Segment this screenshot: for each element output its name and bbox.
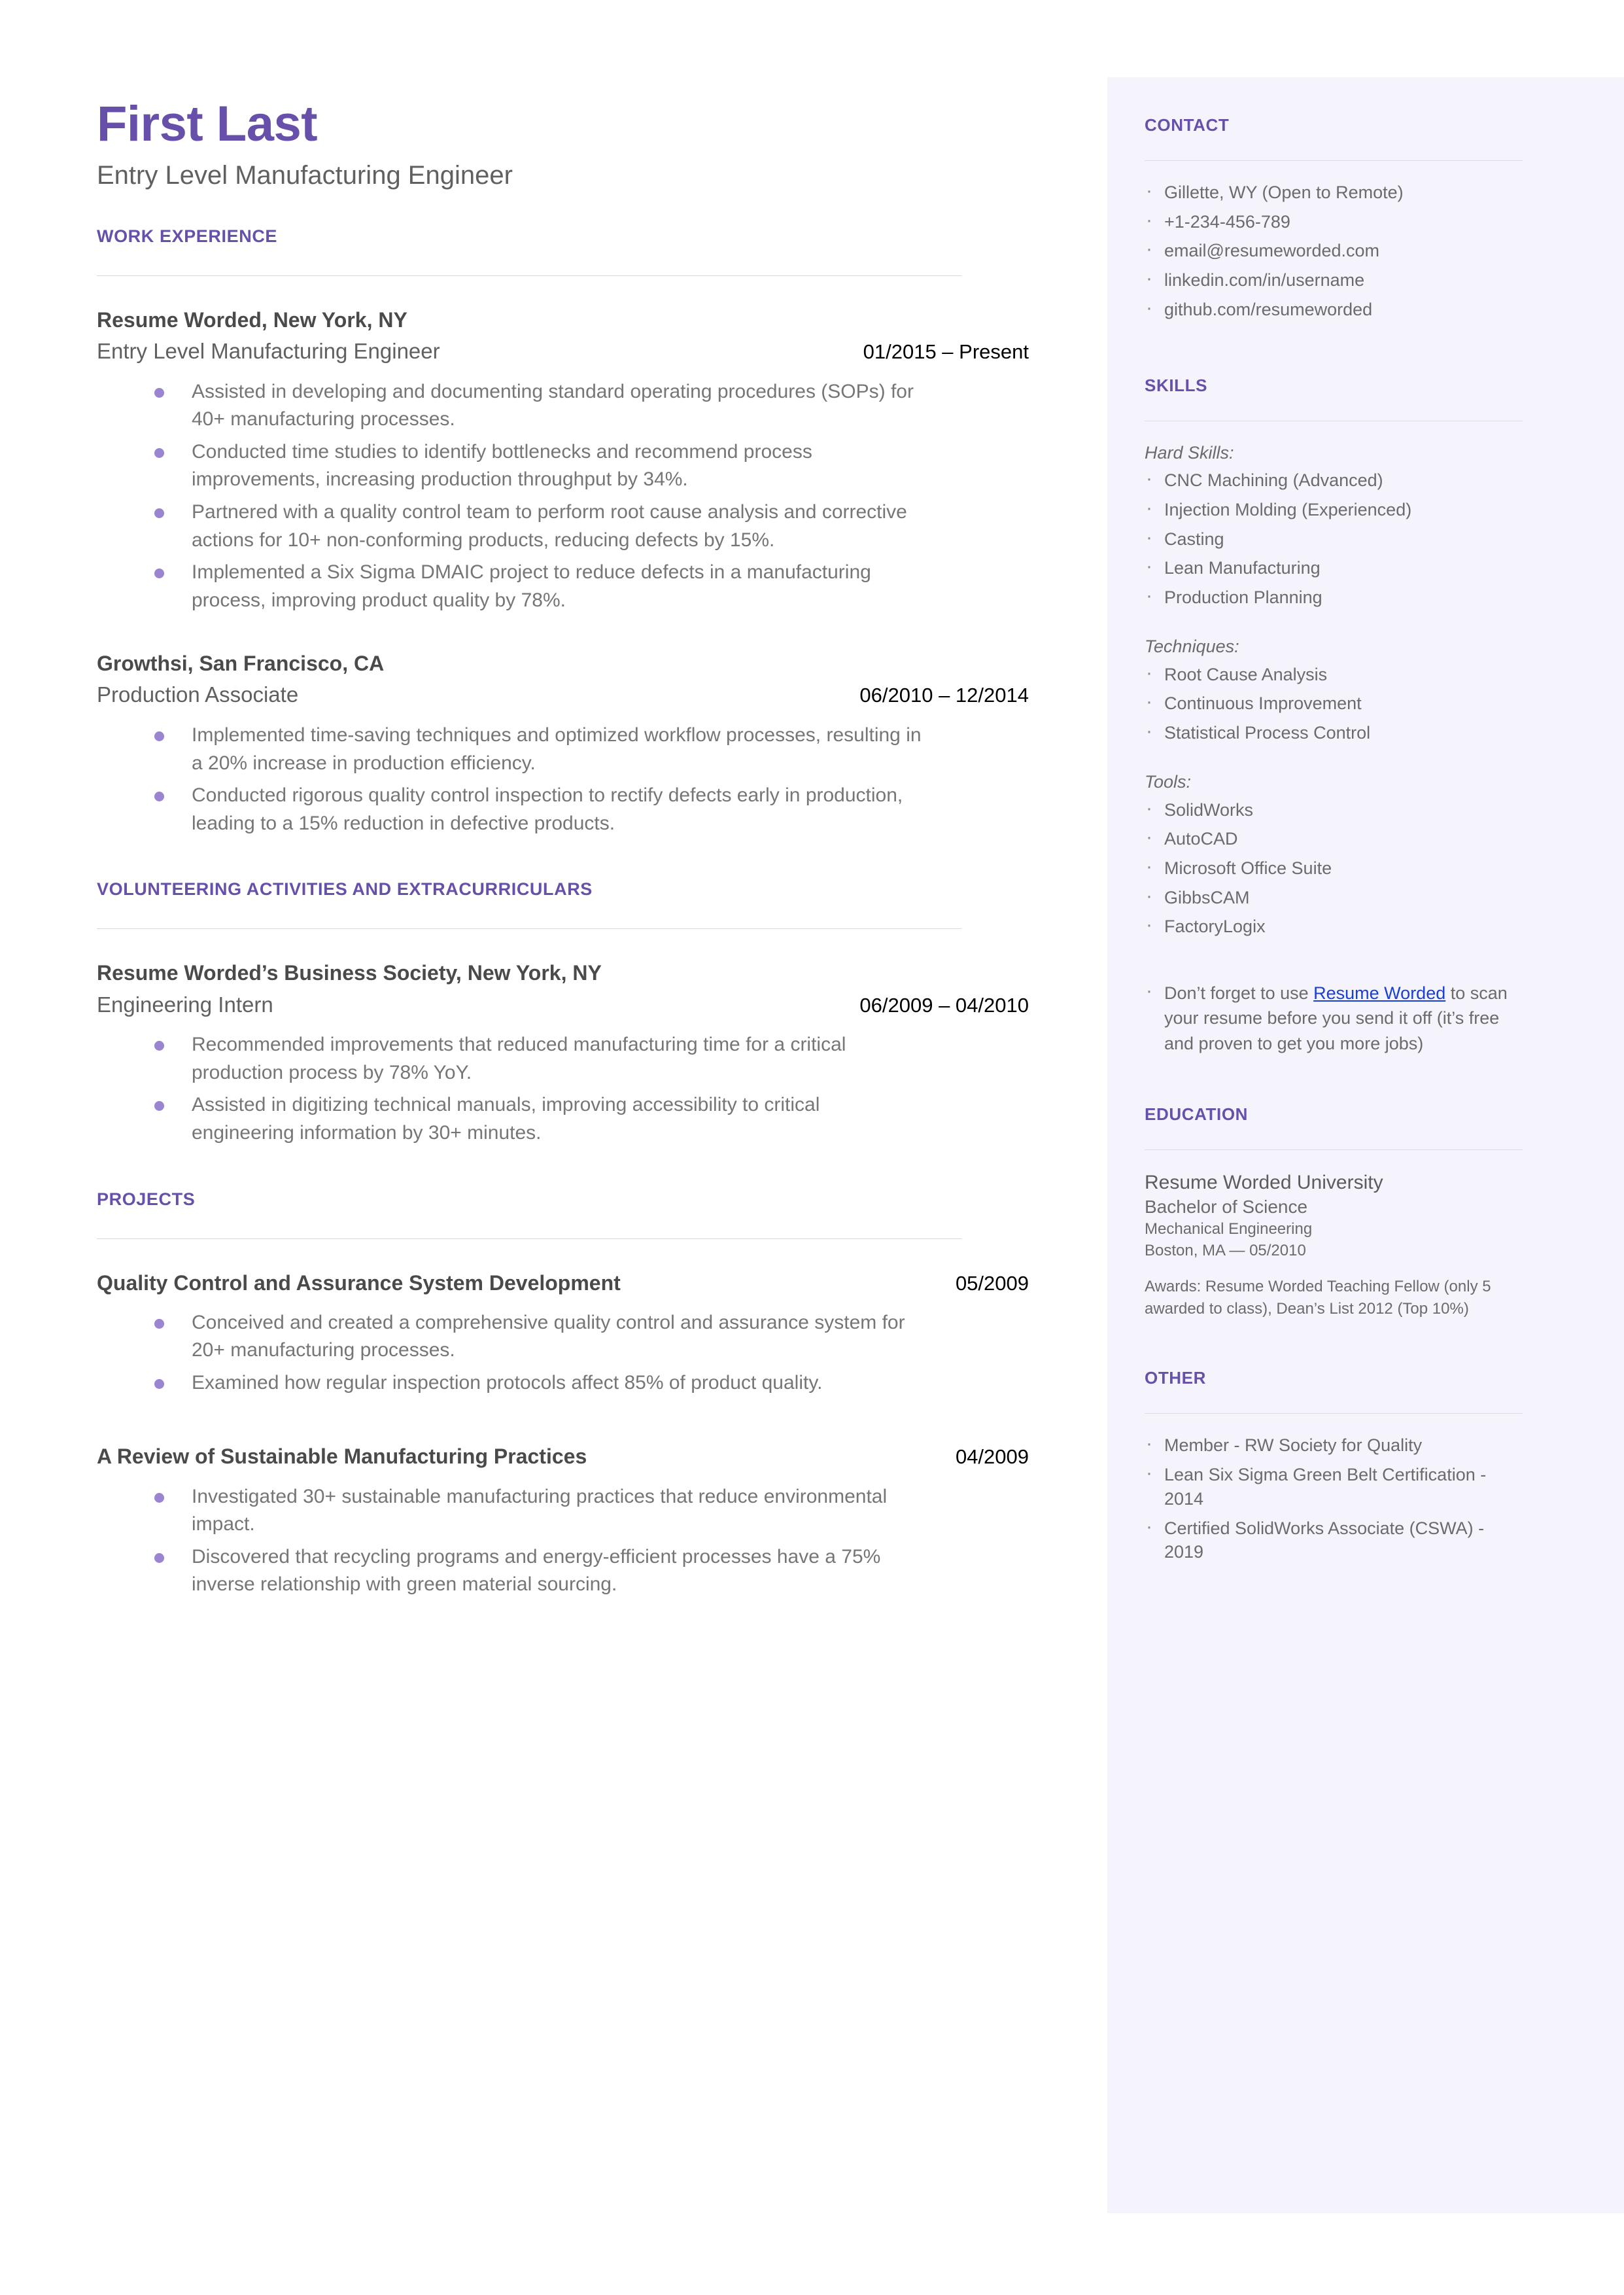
contact-list [1145,181,1527,322]
entry-date: 01/2015 – Present [863,340,1029,363]
bullet-item: Recommended improvements that reduced manufacturing time for a critical production process by 78% YoY. [154,1031,924,1087]
spacer [1145,1056,1527,1104]
contact-linkedin[interactable]: · linkedin.com/in/username [1145,268,1527,292]
section-divider [97,1238,961,1239]
entry-organization: Resume Worded’s Business Society, New York, NY [97,961,602,985]
entry-role-row [97,990,1029,1020]
bullet-item: Partnered with a quality control team to perform root cause analysis and corrective actions for 10+ non-conforming products, reducing defects by 15%. [154,499,924,554]
resume-worded-promo [1145,981,1527,1056]
sidebar-title-education: EDUCATION [1145,1104,1249,1125]
entry-role: Engineering Intern [97,992,273,1017]
other-item: · Lean Six Sigma Green Belt Certification - 2014 [1145,1463,1527,1511]
main-column [97,98,1029,1604]
other-item: · Certified SolidWorks Associate (CSWA) - 2019 [1145,1516,1527,1564]
skills-group-label-techniques: Techniques: [1145,636,1239,656]
education-awards: Awards: Resume Worded Teaching Fellow (only 5 awarded to class), Dean’s List 2012 (Top 10%) [1145,1278,1491,1318]
spacer [1145,327,1527,376]
section-volunteering [97,879,1029,1147]
sidebar-section-contact [1145,115,1527,322]
bullet-item: Implemented a Six Sigma DMAIC project to reduce defects in a manufacturing process, improving product quality by 78%. [154,559,924,614]
experience-entry [97,650,1029,837]
education-location-date: Boston, MA — 05/2010 [1145,1241,1306,1259]
skill-item: · Lean Manufacturing [1145,556,1527,580]
sidebar-section-other [1145,1368,1527,1564]
skills-group-label-tools: Tools: [1145,771,1192,792]
page-title: First Last [97,96,318,152]
spacer [97,620,1029,650]
entry-date: 05/2009 [955,1271,1029,1295]
contact-location: · Gillette, WY (Open to Remote) [1145,181,1527,205]
sidebar-title-skills: SKILLS [1145,375,1208,395]
contact-phone[interactable]: · +1-234-456-789 [1145,210,1527,234]
entry-organization: Growthsi, San Francisco, CA [97,652,385,676]
sidebar-divider [1145,160,1523,161]
section-divider [97,928,961,929]
entry-bullet-list [97,1031,1029,1147]
entry-role-row [97,1443,1029,1471]
promo-text-before: Don’t forget to use [1164,983,1314,1004]
contact-email[interactable]: · email@resumeworded.com [1145,239,1527,263]
sidebar-section-skills [1145,376,1527,1056]
spacer [1145,750,1527,770]
bullet-item: Assisted in digitizing technical manuals, improving accessibility to critical engineering information by 30+ minutes. [154,1091,924,1147]
skill-item: · SolidWorks [1145,798,1527,822]
bullet-item: Examined how regular inspection protocols affect 85% of product quality. [154,1369,924,1397]
entry-organization: Resume Worded, New York, NY [97,307,407,332]
education-school: Resume Worded University [1145,1172,1383,1194]
resume-worded-link[interactable]: Resume Worded [1313,983,1446,1004]
entry-role-row [97,1269,1029,1297]
skill-item: · Production Planning [1145,586,1527,610]
spacer [97,1402,1029,1443]
entry-date: 06/2009 – 04/2010 [859,993,1029,1017]
entry-bullet-list [97,722,1029,837]
skill-item: · Root Cause Analysis [1145,663,1527,687]
entry-date: 04/2009 [955,1445,1029,1469]
bullet-item: Conducted time studies to identify bottlenecks and recommend process improvements, increasing production throughput by 34%. [154,438,924,494]
spacer [97,1153,1029,1189]
other-list [1145,1433,1527,1564]
skills-list-hard [1145,468,1527,610]
entry-bullet-list [97,378,1029,615]
other-item: · Member - RW Society for Quality [1145,1433,1527,1458]
section-title-projects: PROJECTS [97,1189,196,1209]
bullet-item: Discovered that recycling programs and energy-efficient processes have a 75% inverse relationship with green material sourcing. [154,1543,924,1599]
section-work-experience [97,226,1029,838]
spacer [97,843,1029,879]
bullet-item: Investigated 30+ sustainable manufacturing practices that reduce environmental impact. [154,1483,924,1539]
spacer [1145,1320,1527,1368]
spacer [1145,944,1527,981]
section-divider [97,275,961,276]
sidebar-title-contact: CONTACT [1145,115,1230,135]
skills-list-techniques [1145,663,1527,745]
entry-role-row [97,337,1029,366]
entry-role-row [97,680,1029,710]
bullet-item: Assisted in developing and documenting standard operating procedures (SOPs) for 40+ manufacturing processes. [154,378,924,434]
skill-item: · CNC Machining (Advanced) [1145,468,1527,493]
skills-group-label-hard: Hard Skills: [1145,442,1234,463]
skill-item: · Statistical Process Control [1145,721,1527,745]
education-major: Mechanical Engineering [1145,1220,1313,1238]
section-title-volunteering: VOLUNTEERING ACTIVITIES AND EXTRACURRICULARS [97,879,593,900]
sidebar-column [1145,115,1527,1569]
skill-item: · Microsoft Office Suite [1145,856,1527,881]
skill-item: · AutoCAD [1145,827,1527,851]
section-title-work-experience: WORK EXPERIENCE [97,226,278,246]
project-entry [97,1443,1029,1599]
bullet-item: Conducted rigorous quality control inspection to rectify defects early in production, leading to a 15% reduction in defective products. [154,782,924,837]
skill-item: · FactoryLogix [1145,915,1527,939]
experience-entry [97,306,1029,614]
contact-github[interactable]: · github.com/resumeworded [1145,298,1527,322]
skill-item: · Continuous Improvement [1145,692,1527,716]
project-title: Quality Control and Assurance System Development [97,1270,621,1295]
skills-list-tools [1145,798,1527,939]
bullet-item: Conceived and created a comprehensive quality control and assurance system for 20+ manufacturing processes. [154,1309,924,1365]
spacer [1145,615,1527,635]
entry-date: 06/2010 – 12/2014 [859,684,1029,707]
skill-item: · GibbsCAM [1145,886,1527,910]
promo-text-after: to scan your resume before you send it off (it’s free and proven to get you more jobs) [1164,983,1508,1053]
skill-item: · Casting [1145,527,1527,552]
sidebar-divider [1145,1149,1523,1150]
entry-role: Production Associate [97,682,299,707]
headline: Entry Level Manufacturing Engineer [97,160,513,190]
project-entry [97,1269,1029,1397]
entry-bullet-list [97,1309,1029,1397]
bullet-item: Implemented time-saving techniques and optimized workflow processes, resulting in a 20% increase in production efficiency. [154,722,924,777]
sidebar-title-other: OTHER [1145,1368,1206,1388]
entry-role: Entry Level Manufacturing Engineer [97,338,440,363]
education-degree: Bachelor of Science [1145,1197,1308,1218]
entry-bullet-list [97,1483,1029,1599]
sidebar-divider [1145,1413,1523,1414]
sidebar-section-education [1145,1104,1527,1320]
skill-item: · Injection Molding (Experienced) [1145,498,1527,522]
volunteering-entry [97,959,1029,1147]
project-title: A Review of Sustainable Manufacturing Practices [97,1445,587,1469]
section-projects [97,1189,1029,1600]
